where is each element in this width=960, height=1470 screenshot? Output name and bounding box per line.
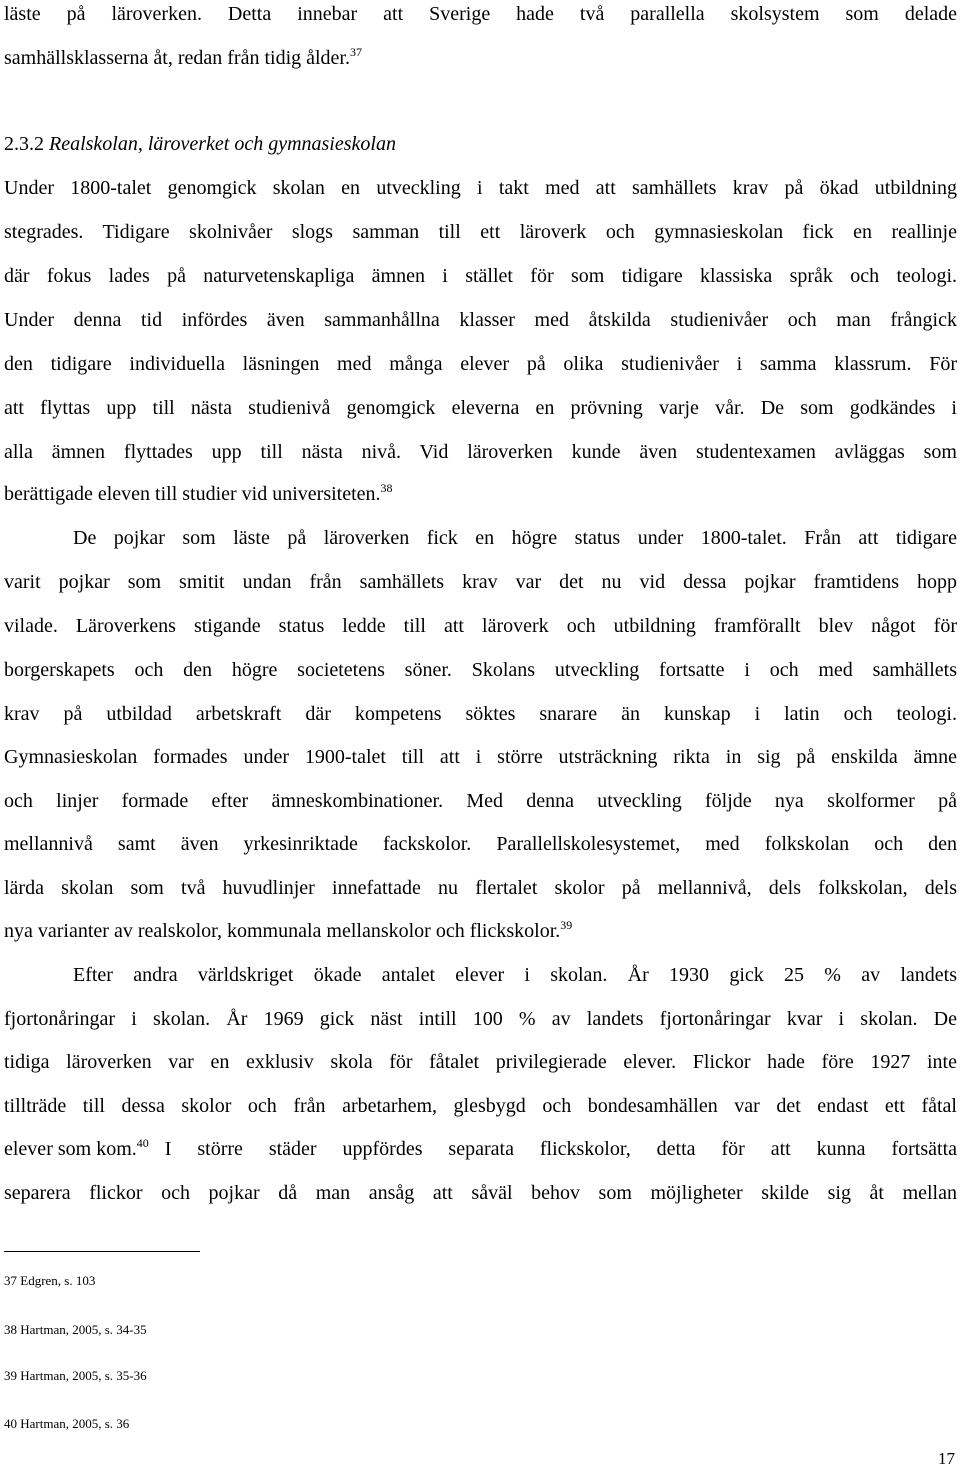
footnote-separator bbox=[4, 1251, 200, 1252]
footnote-ref: 40 bbox=[136, 1136, 149, 1150]
text-line: alla ämnen flyttades upp till nästa nivå. Vid läroverken kunde även studentexamen avläggas som bbox=[4, 441, 957, 463]
text-line-content: berättigade eleven till studier vid universiteten. bbox=[4, 483, 381, 505]
text-line bbox=[4, 482, 957, 506]
text-line: De pojkar som läste på läroverken fick en högre status under 1800-talet. Från att tidigare bbox=[73, 527, 957, 549]
text-line: Gymnasieskolan formades under 1900-talet till att i större utsträckning rikta in sig på enskilda ämne bbox=[4, 746, 957, 768]
text-line: att flyttas upp till nästa studienivå genomgick eleverna en prövning varje vår. De som godkändes i bbox=[4, 397, 957, 419]
text-line-content: elever som kom. bbox=[4, 1138, 137, 1160]
text-line: Under 1800-talet genomgick skolan en utveckling i takt med att samhällets krav på ökad utbildning bbox=[4, 177, 957, 199]
text-line: Under denna tid infördes även sammanhållna klasser med åtskilda studienivåer och man frångick bbox=[4, 309, 957, 331]
text-line: krav på utbildad arbetskraft där kompetens söktes snarare än kunskap i latin och teologi. bbox=[4, 703, 957, 725]
text-line: borgerskapets och den högre societetens söner. Skolans utveckling fortsatte i och med samhällets bbox=[4, 659, 957, 681]
text-line bbox=[4, 919, 957, 943]
text-line: lärda skolan som två huvudlinjer innefattade nu flertalet skolor på mellannivå, dels folkskolan, dels bbox=[4, 877, 957, 899]
footnote: 39 Hartman, 2005, s. 35-36 bbox=[4, 1368, 147, 1383]
text-line-segment bbox=[4, 1137, 149, 1161]
text-line: tillträde till dessa skolor och från arbetarhem, glesbygd och bondesamhällen var det endast ett fåtal bbox=[4, 1095, 957, 1117]
footnote-ref: 39 bbox=[560, 918, 573, 932]
text-line: varit pojkar som smitit undan från samhällets krav var det nu vid dessa pojkar framtidens hopp bbox=[4, 571, 957, 593]
text-line: separera flickor och pojkar då man ansåg att såväl behov som möjligheter skilde sig åt mellan bbox=[4, 1182, 957, 1204]
text-line: tidiga läroverken var en exklusiv skola för fåtalet privilegierade elever. Flickor hade före 1927 inte bbox=[4, 1051, 957, 1073]
text-line bbox=[4, 46, 957, 70]
text-line: fjortonåringar i skolan. År 1969 gick näst intill 100 % av landets fjortonåringar kvar i skolan. De bbox=[4, 1008, 957, 1030]
text-line-content: I större städer uppfördes separata flickskolor, detta för att kunna fortsätta bbox=[164, 1138, 957, 1160]
footnote-ref: 38 bbox=[380, 481, 393, 495]
text-line: där fokus lades på naturvetenskapliga ämnen i stället för som tidigare klassiska språk och teologi. bbox=[4, 265, 957, 287]
text-line-content: samhällsklasserna åt, redan från tidig ålder. bbox=[4, 47, 350, 69]
footnote: 40 Hartman, 2005, s. 36 bbox=[4, 1416, 130, 1431]
text-line: den tidigare individuella läsningen med många elever på olika studienivåer i samma klassrum. För bbox=[4, 353, 957, 375]
text-line: vilade. Läroverkens stigande status ledde till att läroverk och utbildning framförallt blev något för bbox=[4, 615, 957, 637]
text-line: mellannivå samt även yrkesinriktade fackskolor. Parallellskolesystemet, med folkskolan och den bbox=[4, 833, 957, 855]
text-line: stegrades. Tidigare skolnivåer slogs samman till ett läroverk och gymnasieskolan fick en reallinje bbox=[4, 221, 957, 243]
section-number: 2.3.2 bbox=[4, 133, 44, 155]
text-line bbox=[4, 1137, 957, 1161]
section-heading bbox=[4, 132, 957, 156]
text-line: och linjer formade efter ämneskombinationer. Med denna utveckling följde nya skolformer på bbox=[4, 790, 957, 812]
page-number: 17 bbox=[938, 1449, 955, 1468]
text-line: läste på läroverken. Detta innebar att Sverige hade två parallella skolsystem som delade bbox=[4, 3, 957, 25]
text-line-content: nya varianter av realskolor, kommunala mellanskolor och flickskolor. bbox=[4, 920, 561, 942]
footnote: 38 Hartman, 2005, s. 34-35 bbox=[4, 1322, 147, 1337]
footnote: 37 Edgren, s. 103 bbox=[4, 1273, 96, 1288]
footnote-ref: 37 bbox=[350, 45, 362, 59]
text-line: Efter andra världskriget ökade antalet elever i skolan. År 1930 gick 25 % av landets bbox=[73, 964, 957, 986]
section-title: Realskolan, läroverket och gymnasieskolan bbox=[49, 133, 396, 155]
